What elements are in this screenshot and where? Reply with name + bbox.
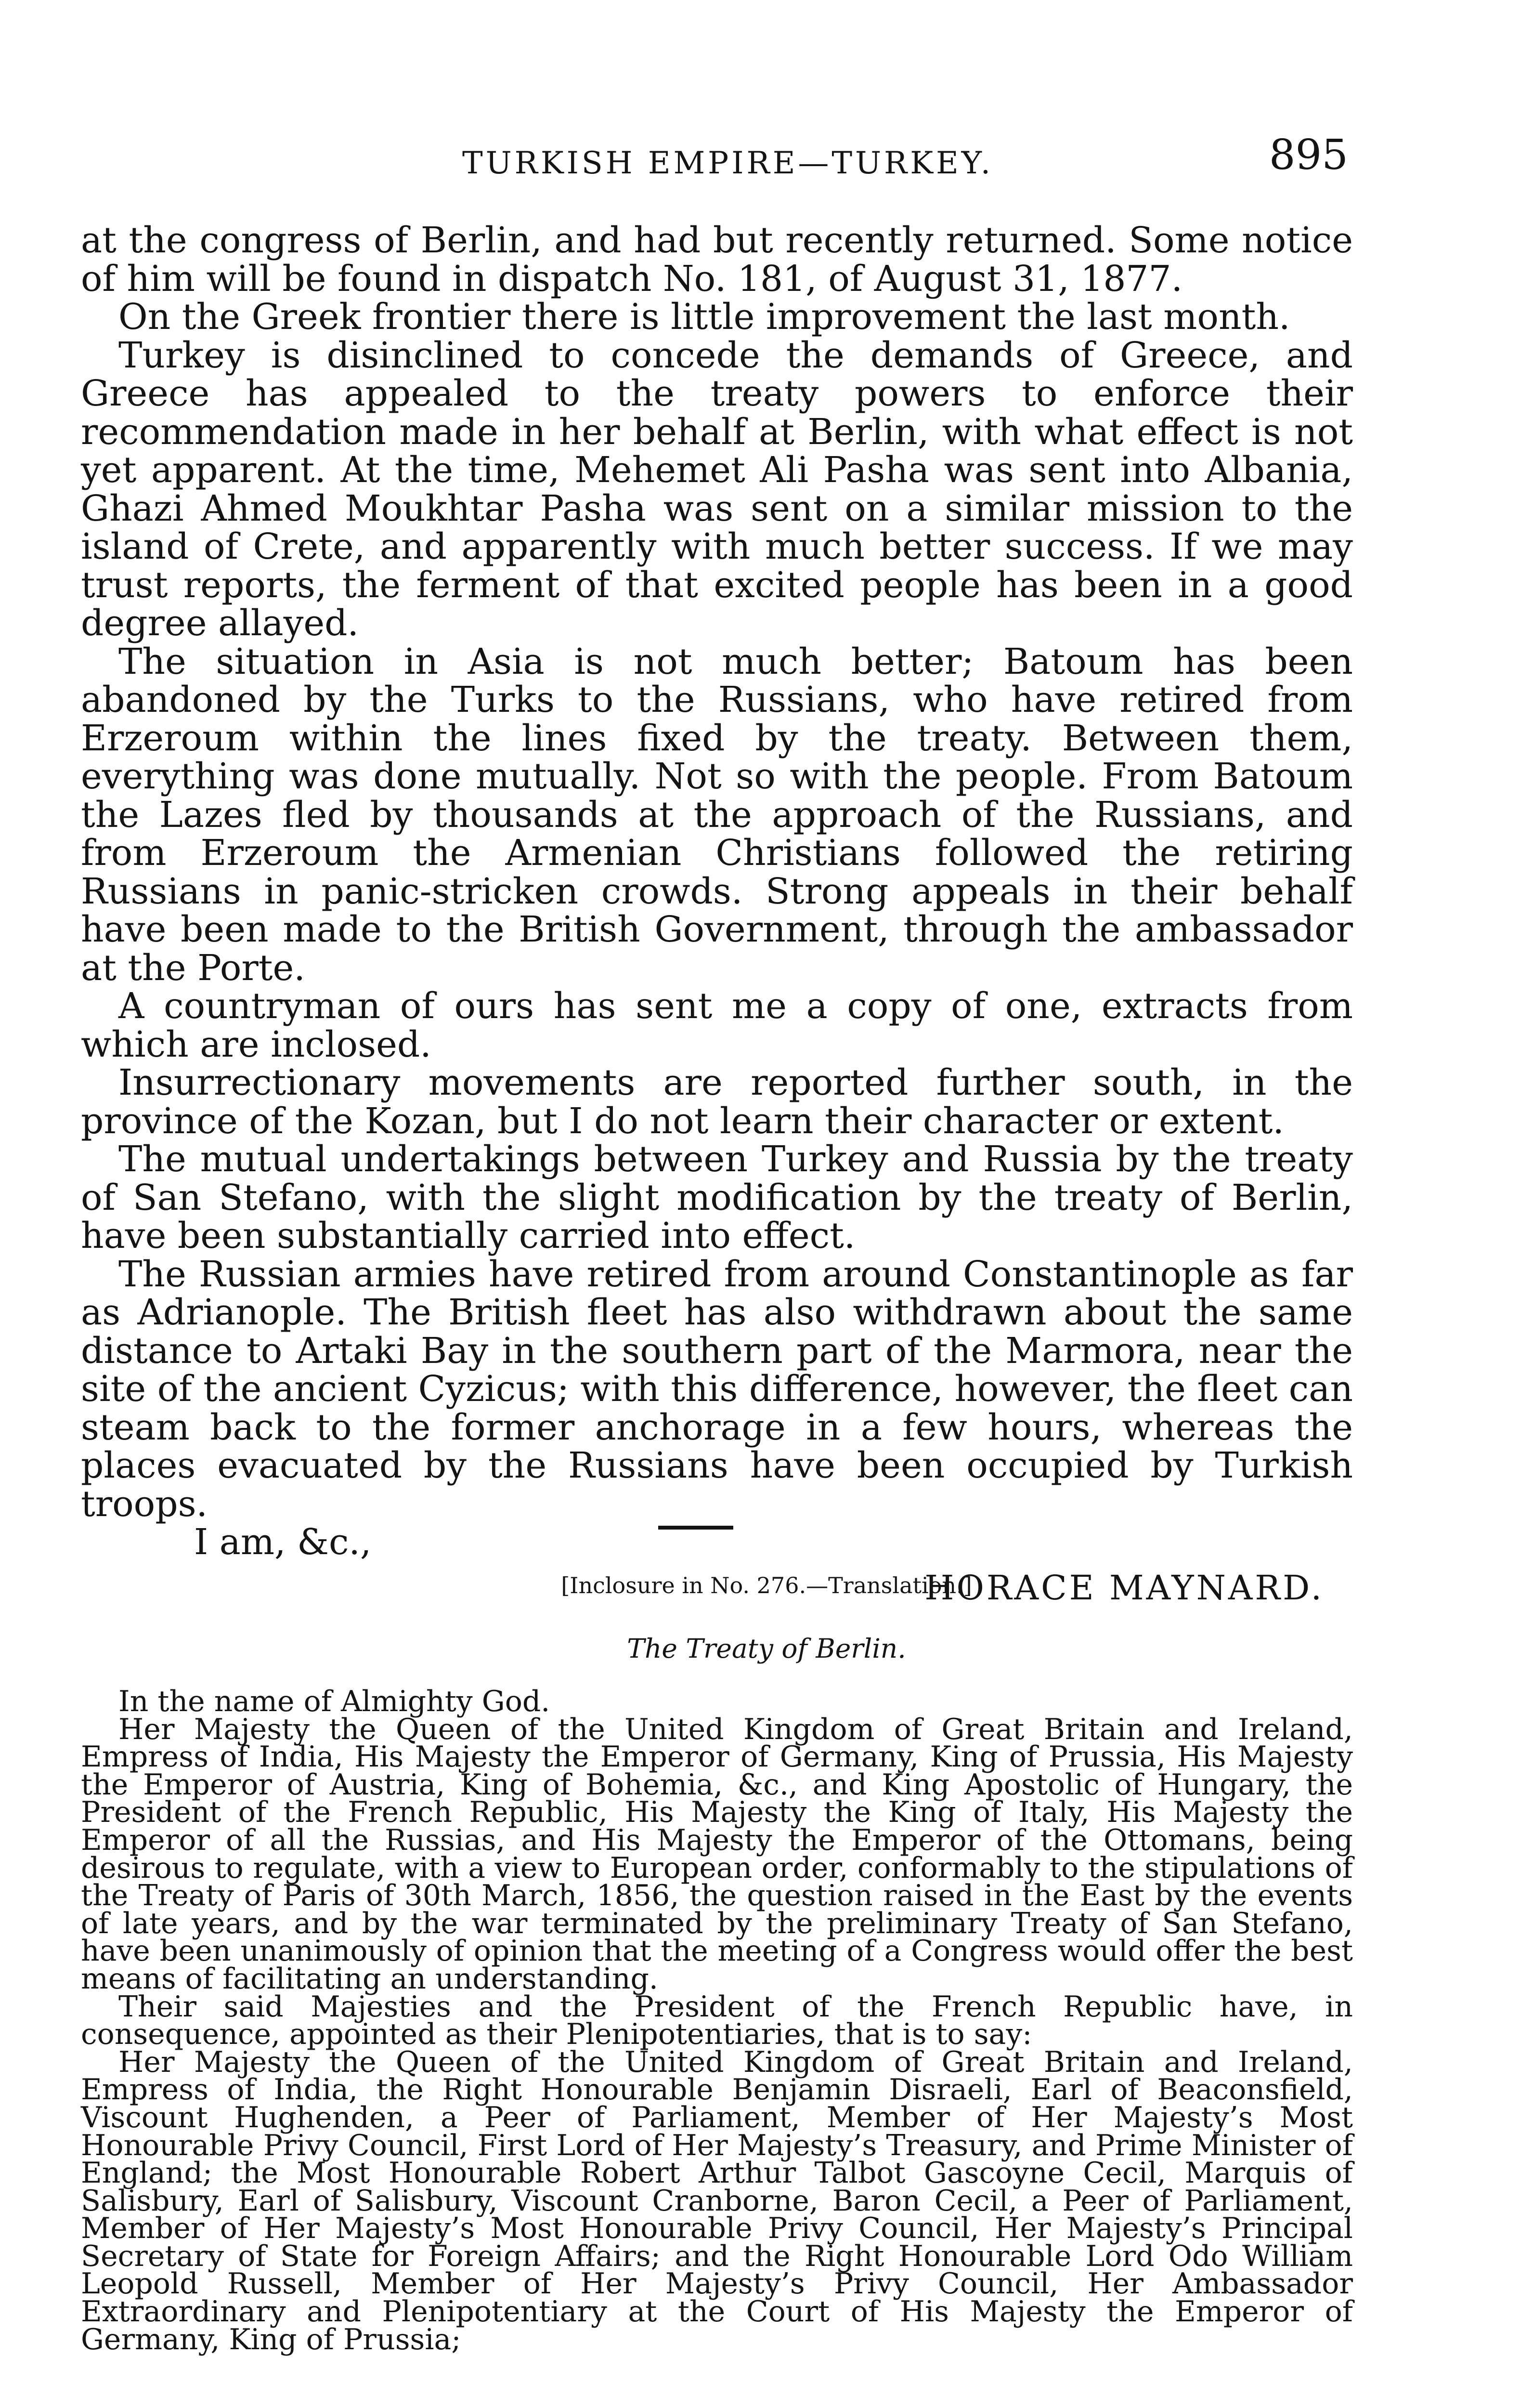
treaty-paragraph: Her Majesty the Queen of the United Kingdom of Great Britain and Ireland, Empress of India, the Right Honourable Benjamin Disraeli, Earl of Beaconsfield, Viscount Hughenden, a Peer of Parliament, Member of Her Majesty’s Most Honourable Privy Council, First Lord of Her Majesty’s Treasury, and Prime Minister of England; the Most Honourable Robert Arthur Talbot Gascoyne Cecil, Marquis of Salisbury, Earl of Salisbury, Viscount Cranborne, Baron Cecil, a Peer of Parliament, Member of Her Majesty’s Most Honourable Privy Council, Her Majesty’s Principal Secretary of State for Foreign Affairs; and the Right Honourable Lord Odo William Leopold Russell, Member of Her Majesty’s Privy Council, Her Ambassador Extraordinary and Plenipotentiary at the Court of His Majesty the Emperor of Germany, King of Prussia; [81,2045,1353,2356]
treaty-text [81,1685,1353,2356]
letter-paragraph: at the congress of Berlin, and had but recently returned. Some notice of him will be found in dispatch No. 181, of August 31, 1877. [81,220,1353,300]
letter-paragraph: The mutual undertakings between Turkey and Russia by the treaty of San Stefano, with the slight modification by the treaty of Berlin, have been substantially carried into effect. [81,1139,1353,1256]
letter-body [81,220,1353,1608]
page-header [462,131,1348,184]
letter-paragraph: The situation in Asia is not much better; Batoum has been abandoned by the Turks to the Russians, who have retired from Erzeroum within the lines fixed by the treaty. Between them, everything was done mutually. Not so with the people. From Batoum the Lazes fled by thousands at the approach of the Russians, and from Erzeroum the Armenian Christians followed the retiring Russians in panic-stricken crowds. Strong appeals in their behalf have been made to the British Government, through the ambassador at the Porte. [81,641,1353,989]
letter-paragraph: On the Greek frontier there is little improvement the last month. [118,296,1290,338]
letter-paragraph: Turkey is disinclined to concede the demands of Greece, and Greece has appealed to the treaty powers to enforce their recommendation made in her behalf at Berlin, with what effect is not yet apparent. At the time, Mehemet Ali Pasha was sent into Albania, Ghazi Ahmed Moukhtar Pasha was sent on a similar mission to the island of Crete, and apparently with much better success. If we may trust reports, the ferment of that excited people has been in a good degree allayed. [81,334,1353,644]
letter-paragraph: Insurrectionary movements are reported further south, in the province of the Kozan, but I do not learn their character or extent. [81,1062,1353,1142]
inclosure-label: [Inclosure in No. 276.—Translation.] [561,1572,972,1598]
treaty-paragraph: In the name of Almighty God. [118,1685,550,1718]
signature: HORACE MAYNARD. [924,1568,1324,1608]
treaty-title: The Treaty of Berlin. [627,1633,906,1664]
section-divider [658,1526,733,1530]
page-number: 895 [1269,131,1348,179]
treaty-paragraph: Her Majesty the Queen of the United Kingdom of Great Britain and Ireland, Empress of India, His Majesty the Emperor of Germany, King of Prussia, His Majesty the Emperor of Austria, King of Bohemia, &c., and King Apostolic of Hungary, the President of the French Republic, His Majesty the King of Italy, His Majesty the Emperor of all the Russias, and His Majesty the Emperor of the Ottomans, being desirous to regulate, with a view to European order, conformably to the stipulations of the Treaty of Paris of 30th March, 1856, the question raised in the East by the events of late years, and by the war terminated by the preliminary Treaty of San Stefano, have been unanimously of opinion that the meeting of a Congress would offer the best means of facilitating an understanding. [81,1712,1353,1996]
letter-paragraph: A countryman of ours has sent me a copy of one, extracts from which are inclosed. [81,985,1353,1065]
closing-phrase: I am, &c., [194,1521,372,1563]
letter-paragraph: The Russian armies have retired from around Constantinople as far as Adrianople. The British fleet has also withdrawn about the same distance to Artaki Bay in the southern part of the Marmora, near the site of the ancient Cyzicus; with this difference, however, the fleet can steam back to the former anchorage in a few hours, whereas the places evacuated by the Russians have been occupied by Turkish troops. [81,1253,1353,1525]
running-head: TURKISH EMPIRE—TURKEY. [462,145,994,181]
treaty-paragraph: Their said Majesties and the President of the French Republic have, in consequence, appointed as their Plenipotentiaries, that is to say: [81,1989,1353,2052]
